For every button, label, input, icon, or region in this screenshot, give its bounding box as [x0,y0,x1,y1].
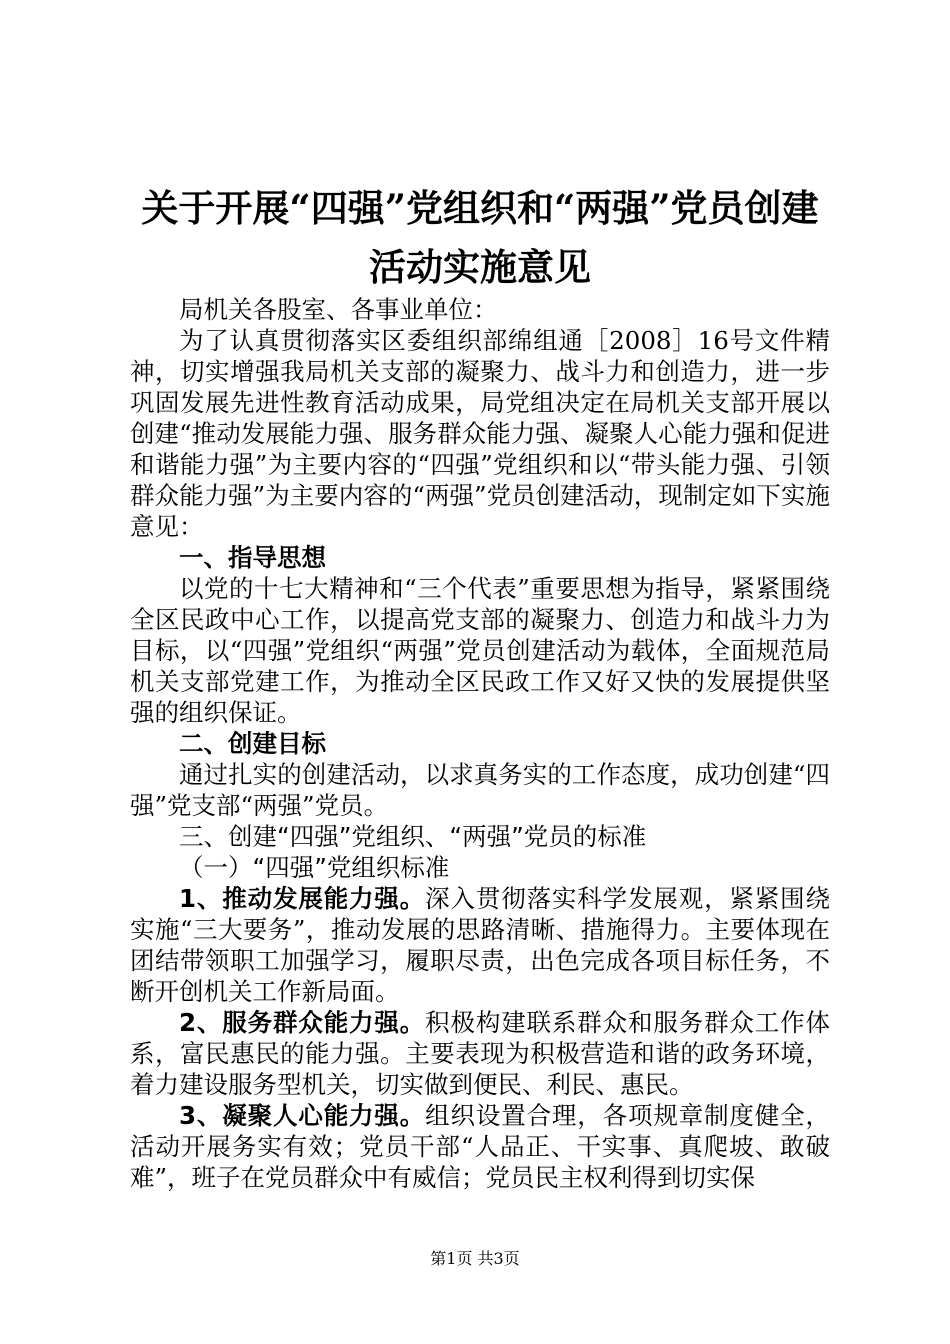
standard-item-3-text: 组织设置合理，各项规章制度健全，活动开展务实有效；党员干部“人品正、干实事、真爬坡、敢破难”，班子在党员群众中有威信；党员民主权利得到切实保 [130,1101,831,1192]
document-body [130,294,830,1193]
page-footer: 第1页 共3页 [430,1249,520,1268]
standard-item-2 [130,1007,830,1100]
salutation: 局机关各股室、各事业单位： [179,295,498,324]
document-title-line1: 关于开展“四强”党组织和“两强”党员创建 [141,186,819,230]
document-title-line2: 活动实施意见 [369,245,591,289]
standard-item-1-lead: 1、推动发展能力强。 [179,884,426,913]
section-1-heading: 一、指导思想 [179,543,326,572]
section-3-heading: 三、创建“四强”党组织、“两强”党员的标准 [179,822,647,851]
standard-item-2-lead: 2、服务群众能力强。 [179,1008,426,1037]
section-3-subheading: （一）“四强”党组织标准 [179,853,450,882]
intro-paragraph: 为了认真贯彻落实区委组织部绵组通［2008］16号文件精神，切实增强我局机关支部的凝聚力、战斗力和创造力，进一步巩固发展先进性教育活动成果，局党组决定在局机关支部开展以创建“推动发展能力强、服务群众能力强、凝聚人心能力强和促进和谐能力强”为主要内容的“四强”党组织和以“带头能力强、引领群众能力强”为主要内容的“两强”党员创建活动，现制定如下实施意见： [130,326,830,541]
standard-item-3-lead: 3、凝聚人心能力强。 [179,1101,426,1130]
standard-item-1 [130,883,830,1007]
section-1-paragraph: 以党的十七大精神和“三个代表”重要思想为指导，紧紧围绕全区民政中心工作，以提高党支部的凝聚力、创造力和战斗力为目标，以“四强”党组织“两强”党员创建活动为载体，全面规范局机关支部党建工作，为推动全区民政工作又好又快的发展提供坚强的组织保证。 [130,574,830,727]
standard-item-2-text: 积极构建联系群众和服务群众工作体系，富民惠民的能力强。主要表现为积极营造和谐的政务环境，着力建设服务型机关，切实做到便民、利民、惠民。 [130,1008,831,1099]
section-2-paragraph: 通过扎实的创建活动，以求真务实的工作态度，成功创建“四强”党支部“两强”党员。 [130,760,830,820]
standard-item-3 [130,1100,830,1193]
standard-item-1-text: 深入贯彻落实科学发展观，紧紧围绕实施“三大要务”，推动发展的思路清晰、措施得力。主要体现在团结带领职工加强学习，履职尽责，出色完成各项目标任务，不断开创机关工作新局面。 [130,884,831,1006]
section-2-heading: 二、创建目标 [179,729,326,758]
